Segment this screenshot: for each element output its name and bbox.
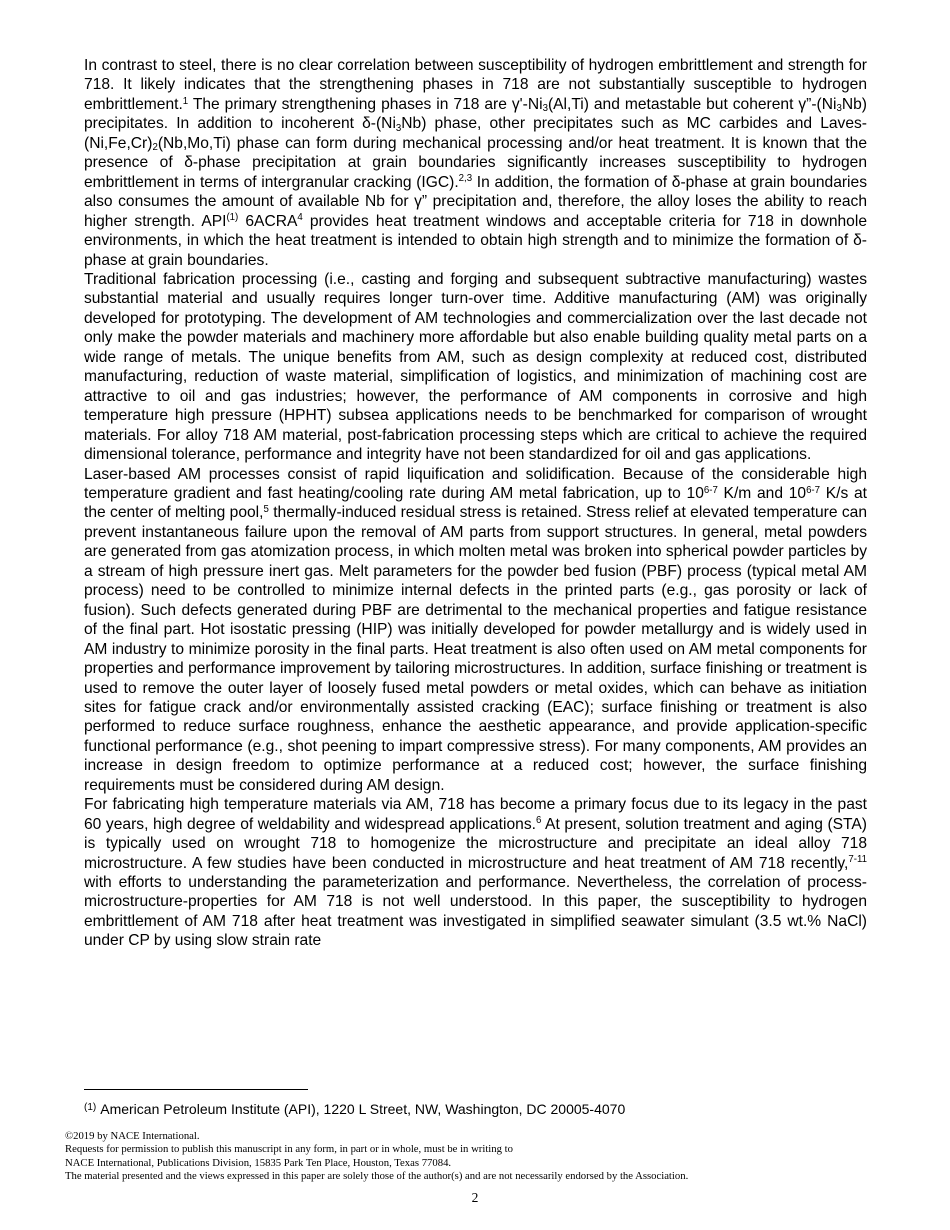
superscript: 7-11 <box>848 854 867 866</box>
superscript: 5 <box>263 504 269 516</box>
superscript: 1 <box>182 95 189 107</box>
paragraph: For fabricating high temperature materials via AM, 718 has become a primary focus due to its legacy in the past 60 years, high degree of weldability and widespread applications.$^6$ At present, solution treatment and aging (STA) is typically used on wrought 718 to homogenize the microstructure and precipitate an ideal alloy 718 microstructure. A few studies have been conducted in microstructure and heat treatment of AM 718 recently,$^{7-11}$ with efforts to understanding the parameterization and performance. Nevertheless, the correlation of process-microstructure-properties for AM 718 is not well understood. In this paper, the susceptibility to hydrogen embrittlement of AM 718 after heat treatment was investigated in simplified seawater simulant (3.5 wt.% NaCl) under CP by using slow strain rate <box>84 796 868 950</box>
subscript: 3 <box>542 103 548 115</box>
copyright-line: Requests for permission to publish this manuscript in any form, in part or in whole, must be in writing to <box>65 1143 513 1156</box>
page-number: 2 <box>471 1190 479 1205</box>
superscript: 2,3 <box>458 173 473 185</box>
copyright-line: The material presented and the views expressed in this paper are solely those of the author(s) and are not necessarily endorsed by the Association. <box>65 1169 689 1182</box>
superscript: 6 <box>535 815 542 827</box>
footnote-separator <box>84 1089 308 1090</box>
footnote-mark: (1) <box>84 1102 97 1113</box>
superscript: 4 <box>297 212 303 224</box>
copyright-line: NACE International, Publications Division, 15835 Park Ten Place, Houston, Texas 77084. <box>65 1156 452 1169</box>
copyright-block <box>65 1130 885 1183</box>
footnote <box>84 1100 867 1121</box>
subscript: 3 <box>395 122 402 134</box>
paragraph: In contrast to steel, there is no clear correlation between susceptibility of hydrogen embrittlement and strength for 718. It likely indicates that the strengthening phases in 718 are not substantially susceptible to hydrogen embrittlement.$^1$ The primary strengthening phases in 718 are $\gamma'-Ni_3(Al,Ti)$ and metastable but coherent $\gamma”-(Ni_3Nb)$ precipitates. In addition to incoherent $\delta-(Ni_3Nb)$ phase, other precipitates such as MC carbides and Laves-$(Ni,Fe,Cr)_2(Nb,Mo,Ti)$ phase can form during mechanical processing and/or heat treatment. It is known that the presence of δ-phase precipitation at grain boundaries significantly increases susceptibility to hydrogen embrittlement in terms of intergranular cracking (IGC).$^{2,3}$ In addition, the formation of δ-phase at grain boundaries also consumes the amount of available Nb for γ” precipitation and, therefore, the alloy loses the ability to reach higher strength. API$^{(1)}$ 6ACRA$^4$ provides heat treatment windows and acceptable criteria for 718 in downhole environments, in which the heat treatment is intended to obtain high strength and to minimize the formation of δ-phase at grain boundaries. <box>84 57 868 269</box>
paragraph: Laser-based AM processes consist of rapid liquification and solidification. Because of the considerable high temperature gradient and fast heating/cooling rate during AM metal fabrication, up to 10$^{6-7}$ K/m and 10$^{6-7}$ K/s at the center of melting pool,$^5$ thermally-induced residual stress is retained. Stress relief at elevated temperature can prevent instantaneous failure upon the removal of AM parts from support structures. In general, metal powders are generated from gas atomization process, in which molten metal was broken into spherical powder particles by a stream of high pressure inert gas. Melt parameters for the powder bed fusion (PBF) process (typical metal AM process) need to be controlled to minimize internal defects in the printed parts (e.g., gas porosity or lack of fusion). Such defects generated during PBF are detrimental to the mechanical properties and fatigue resistance of the final part. Hot isostatic pressing (HIP) was initially developed for powder metallurgy and is widely used in AM industry to minimize porosity in the final parts. Heat treatment is also often used on AM metal components for properties and performance improvement by tailoring microstructures. In addition, surface finishing or treatment is used to remove the outer layer of loosely fused metal powders or metal oxides, which can behave as initiation sites for fatigue crack and/or environmentally assisted cracking (EAC); surface finishing or treatment is also performed to reduce surface roughness, enhance the aesthetic appearance, and provide application-specific functional performance (e.g., shot peening to impart compressive stress). For many components, AM provides an increase in design freedom to optimize performance at a reduced cost; however, the surface finishing requirements must be considered during AM design. <box>84 465 868 794</box>
footnote-text: American Petroleum Institute (API), 1220 L Street, NW, Washington, DC 20005-4070 <box>100 1101 626 1117</box>
superscript: (1) <box>226 212 239 224</box>
subscript: 2 <box>152 142 158 154</box>
superscript: 6-7 <box>703 484 718 496</box>
superscript: 6-7 <box>806 484 821 496</box>
paragraph: Traditional fabrication processing (i.e., casting and forging and subsequent subtractive manufacturing) wastes substantial material and usually requires longer turn-over time. Additive manufacturing (AM) was originally developed for prototyping. The development of AM technologies and commercialization over the last decade not only make the powder materials and machinery more affordable but also enable building quality metal parts on a wide range of metals. The unique benefits from AM, such as design complexity at reduced cost, distributed manufacturing, reduction of waste material, simplification of logistics, and minimization of machining cost are attractive to oil and gas industries; however, the performance of AM components in corrosive and high temperature high pressure (HPHT) subsea applications needs to be benchmarked for comparison of wrought materials. For alloy 718 AM material, post-fabrication processing steps which are critical to achieve the required dimensional tolerance, performance and integrity have not been standardized for oil and gas applications. <box>84 270 867 464</box>
copyright-line: ©2019 by NACE International. <box>65 1130 200 1142</box>
body-text <box>84 56 867 951</box>
subscript: 3 <box>836 103 842 115</box>
